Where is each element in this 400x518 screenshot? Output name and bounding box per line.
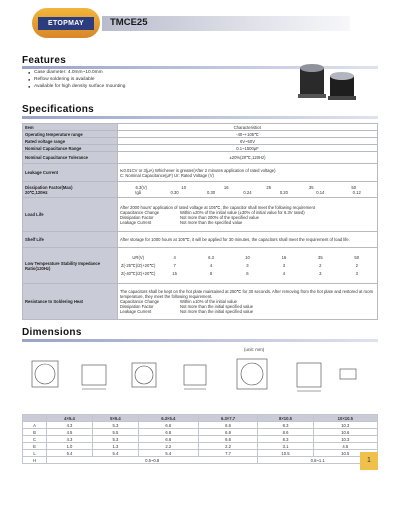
spec-value: 0.1~1500μF <box>118 145 378 152</box>
soldering-intro: The capacitors shall be kept on the hot plate maintained at 250℃ for 30 seconds. After removing from the hot plate and restored at room temperature, they meet the following requirement. <box>120 289 374 299</box>
load-life-intro: After 2000 hours' application of rated voltage at 105℃, the capacitor shall meet the following requirement <box>120 204 315 210</box>
voltage-cell: 35 <box>308 184 314 190</box>
spec-label: Rated voltage range <box>23 138 118 145</box>
size-header: 4×5.4 <box>47 415 93 422</box>
tg-cell: 0.24 <box>243 189 252 195</box>
spec-label: Low Temperature Stability Impedance Ratio(120Hz) <box>23 248 118 284</box>
tg-cell: 0.30 <box>170 189 179 195</box>
size-header: 8×10.5 <box>258 415 313 422</box>
dims-row: A 4.3 5.3 6.6 6.6 8.3 10.3 <box>23 422 378 429</box>
tg-cell: 0.20 <box>279 189 288 195</box>
spec-value: 6V~50V <box>118 138 378 145</box>
features-title: Features <box>22 55 67 66</box>
spec-row <box>23 232 378 248</box>
spec-label: Load Life <box>23 198 118 232</box>
dims-row: L 5.4 5.4 5.4 7.7 10.5 10.5 <box>23 450 378 457</box>
spec-label: Nominal Capacitance Range <box>23 145 118 152</box>
spec-row <box>23 145 378 152</box>
spec-value: Characteristics <box>118 124 378 131</box>
size-header: 6.3×5.4 <box>138 415 198 422</box>
dimensions-title: Dimensions <box>22 327 82 338</box>
tg-row <box>120 190 375 195</box>
dims-row: C 4.3 5.3 6.6 6.6 8.3 10.3 <box>23 436 378 443</box>
soldering-item: Capacitance Change Within ±10% of the initial value <box>120 299 237 304</box>
dissipation-values <box>118 182 378 198</box>
voltage-cell: 10 <box>181 184 187 190</box>
feature-item: ● Available for high density surface mounting <box>28 83 125 90</box>
dissipation-label-sub: 20℃,120Hz <box>25 189 48 195</box>
page-header <box>0 0 400 46</box>
voltage-cell: 25 <box>266 184 272 190</box>
shelf-life-value: After storage for 1000 hours at 105℃, it will be applied for 30 minutes, the capacitors shall meet the requirement of load life. <box>118 232 378 248</box>
feature-item: ● Case diameter: 4.0mm~10.0mm <box>28 69 125 76</box>
voltage-cell: 6.3(V) <box>135 184 147 190</box>
leakage-line: C: Nominal Capacitance(μF) Ur: Rated Voltage (V) <box>120 172 214 178</box>
load-life-value <box>118 198 378 232</box>
size-header: 6.3×7.7 <box>198 415 258 422</box>
capacitor-product-image <box>298 58 364 102</box>
spec-label: Item <box>23 124 118 131</box>
dimension-diagram <box>22 347 378 413</box>
soldering-item: Leakage Current Not more than the initial specified value <box>120 309 254 314</box>
soldering-value <box>118 284 378 320</box>
dims-header-row <box>23 415 378 422</box>
spec-label: Leakage Current <box>23 164 118 182</box>
low-temp-row: Z(-40℃)/Z(+20℃) 15 8 6 4 3 3 <box>121 271 358 276</box>
size-header: 5×5.4 <box>92 415 138 422</box>
spec-row <box>23 124 378 131</box>
page-number: 1 <box>360 452 378 470</box>
spec-label: Nominal Capacitance Tolerance <box>23 152 118 164</box>
tg-cell: 0.12 <box>352 189 361 195</box>
low-temp-row: Z(-25℃)/Z(+20℃) 7 4 3 3 2 2 <box>121 263 358 268</box>
spec-row <box>23 198 378 232</box>
dissipation-label: Dissipation Factor(Max) <box>25 184 73 190</box>
spec-row <box>23 248 378 284</box>
soldering-item: Dissipation Factor Not more than the initial specified value <box>120 304 254 309</box>
spec-row <box>23 164 378 182</box>
brand-logo <box>32 8 100 38</box>
dims-row: E 1.0 1.3 2.2 2.2 3.1 4.5 <box>23 443 378 450</box>
spec-row <box>23 284 378 320</box>
dimension-drawings <box>22 347 378 413</box>
spec-label: Operating temperature range <box>23 131 118 138</box>
dims-row: B 4.5 5.5 6.8 6.8 8.6 10.6 <box>23 429 378 436</box>
model-bar <box>102 16 350 31</box>
size-header: 10×10.5 <box>313 415 377 422</box>
spec-row <box>23 138 378 145</box>
spec-row <box>23 131 378 138</box>
spec-label: Shelf Life <box>23 232 118 248</box>
tg-label: tgδ <box>135 189 142 195</box>
features-list <box>28 69 125 90</box>
spec-value: ±20%(20℃,120Hz) <box>118 152 378 164</box>
dimensions-rule <box>22 339 378 342</box>
spec-label <box>23 182 118 198</box>
logo-text: ETOPMAY <box>38 17 94 30</box>
load-life-item: Capacitance Change Within ±20% of the initial value (±30% of initial value for 6.3V rated) <box>120 209 305 215</box>
voltage-cell: 50 <box>351 184 357 190</box>
unit-note: (unit: mm) <box>244 347 265 352</box>
specifications-table <box>22 123 378 320</box>
load-life-item: Dissipation Factor Not more than 200% of the specified value <box>120 214 259 220</box>
tg-cell: 0.14 <box>316 189 325 195</box>
load-life-item: Leakage Current Not more than the specified value <box>120 219 243 225</box>
leakage-line: I≤0.01CV or 3(μA) Whichever is greater(After 2 minutes application of rated voltage) <box>120 167 276 173</box>
spec-label: Resistance to Soldering Heat <box>23 284 118 320</box>
spec-value: -40~+105℃ <box>118 131 378 138</box>
dimensions-table <box>22 414 378 464</box>
spec-row <box>23 152 378 164</box>
spec-row <box>23 182 378 198</box>
specifications-title: Specifications <box>22 104 94 115</box>
feature-item: ● Reflow soldering is available <box>28 76 125 83</box>
low-temp-header: UR(V) 4 6.3 10 16 35 50 <box>132 255 360 260</box>
specifications-rule <box>22 116 378 119</box>
model-name: TMCE25 <box>110 17 148 28</box>
voltage-cell: 16 <box>223 184 229 190</box>
tg-cell: 0.30 <box>206 189 216 195</box>
dims-row: H 0.5~0.8 0.8~1.1 <box>23 457 378 464</box>
spec-value <box>118 164 378 182</box>
low-temp-value <box>118 248 378 284</box>
